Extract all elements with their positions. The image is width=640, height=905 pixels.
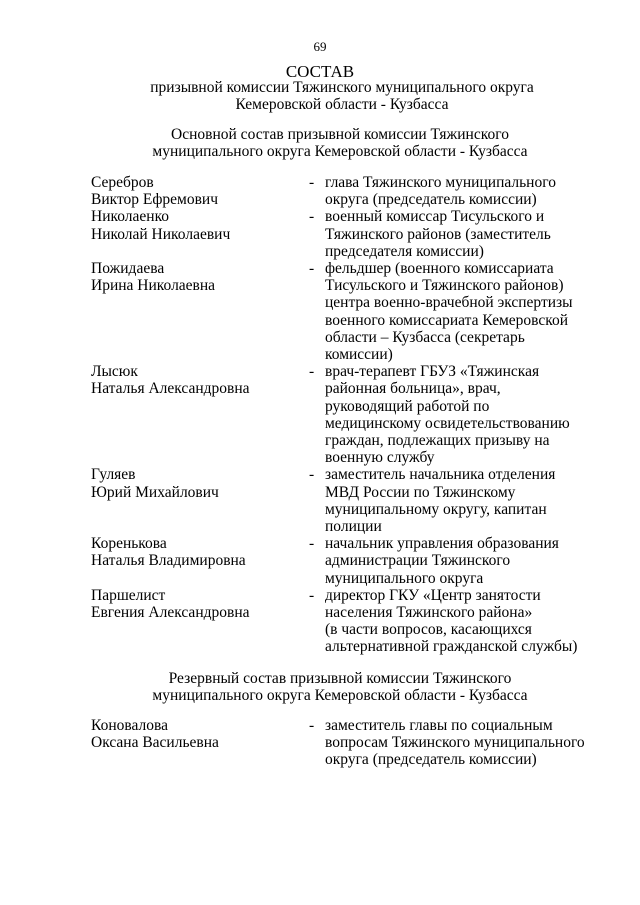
member-name xyxy=(91,587,309,656)
member-role-line: (в части вопросов, касающихся xyxy=(325,621,532,639)
member-entry xyxy=(91,466,591,535)
member-name xyxy=(91,208,309,260)
member-role-line: врач-терапевт ГБУЗ «Тяжинская xyxy=(325,363,540,381)
member-role-line: граждан, подлежащих призыву на xyxy=(325,432,550,450)
member-role-line: муниципальному округу, капитан xyxy=(325,500,547,518)
member-role-line: округа (председатель комиссии) xyxy=(325,191,537,209)
member-name-line: Ирина Николаевна xyxy=(91,277,216,295)
member-entry xyxy=(91,535,591,587)
member-name-line: Юрий Михайлович xyxy=(91,483,219,501)
subtitle-line: призывной комиссии Тяжинского муниципального округа xyxy=(150,79,534,96)
member-entry xyxy=(91,363,591,466)
heading-line: муниципального округа Кемеровской области - Кузбасса xyxy=(152,143,528,161)
member-dash: - xyxy=(309,535,315,553)
member-role-line: директор ГКУ «Центр занятости xyxy=(325,586,541,604)
main-section-heading xyxy=(0,126,640,160)
member-dash: - xyxy=(309,174,315,191)
member-role-line: заместитель главы по социальным xyxy=(325,717,553,734)
member-entry xyxy=(91,587,591,656)
main-members-list xyxy=(91,174,591,656)
member-name-line: Лысюк xyxy=(91,363,138,381)
member-dash: - xyxy=(309,586,315,604)
member-role-line: полиции xyxy=(325,518,382,536)
reserve-section-heading xyxy=(0,670,640,704)
member-name-line: Коновалова xyxy=(91,717,168,734)
member-role xyxy=(325,535,595,587)
member-dash: - xyxy=(309,363,315,381)
member-entry xyxy=(91,208,591,260)
member-dash: - xyxy=(309,260,315,278)
reserve-members-list xyxy=(91,717,591,769)
member-role-line: муниципального округа xyxy=(325,569,484,587)
member-entry xyxy=(91,174,591,208)
member-role-line: комиссии) xyxy=(325,346,393,364)
member-dash: - xyxy=(309,717,315,734)
member-name-line: Паршелист xyxy=(91,586,166,604)
page-number: 69 xyxy=(313,39,327,54)
member-name xyxy=(91,174,309,208)
member-name-line: Евгения Александровна xyxy=(91,604,250,622)
member-role-line: военную службу xyxy=(325,449,435,467)
member-name-line: Виктор Ефремович xyxy=(91,191,219,209)
member-role-line: фельдшер (военного комиссариата xyxy=(325,260,554,278)
member-role-line: медицинскому освидетельствованию xyxy=(325,414,570,432)
member-name xyxy=(91,260,309,363)
member-role-line: центра военно-врачебной экспертизы xyxy=(325,294,573,312)
member-role-line: военного комиссариата Кемеровской xyxy=(325,311,569,329)
member-name-line: Наталья Александровна xyxy=(91,380,250,398)
member-role-line: начальник управления образования xyxy=(325,535,559,553)
member-name-line: Николаенко xyxy=(91,208,170,226)
member-role-line: Тисульского и Тяжинского районов) xyxy=(325,277,564,295)
member-role-line: военный комиссар Тисульского и xyxy=(325,208,545,226)
member-role-line: населения Тяжинского района» xyxy=(325,604,533,622)
heading-line: Резервный состав призывной комиссии Тяжинского xyxy=(168,670,512,687)
member-role-line: МВД России по Тяжинскому xyxy=(325,483,516,501)
member-name xyxy=(91,535,309,587)
member-role xyxy=(325,717,595,769)
member-role-line: области – Кузбасса (секретарь xyxy=(325,328,525,346)
member-role xyxy=(325,174,595,208)
member-role-line: вопросам Тяжинского муниципального xyxy=(325,734,585,752)
member-role-line: округа (председатель комиссии) xyxy=(325,751,537,769)
member-role-line: председателя комиссии) xyxy=(325,242,484,260)
member-role xyxy=(325,466,595,535)
member-role xyxy=(325,260,595,363)
member-role-line: заместитель начальника отделения xyxy=(325,466,556,484)
member-name-line: Наталья Владимировна xyxy=(91,552,246,570)
member-entry xyxy=(91,260,591,363)
heading-line: муниципального округа Кемеровской области - Кузбасса xyxy=(152,687,528,705)
member-entry xyxy=(91,717,591,769)
member-name-line: Коренькова xyxy=(91,535,167,553)
document-title: СОСТАВ xyxy=(285,62,355,81)
heading-line: Основной состав призывной комиссии Тяжинского xyxy=(171,126,509,143)
member-name xyxy=(91,466,309,535)
member-dash: - xyxy=(309,466,315,484)
member-role-line: руководящий работой по xyxy=(325,397,490,415)
member-dash: - xyxy=(309,208,315,226)
member-name-line: Пожидаева xyxy=(91,260,165,278)
subtitle-line: Кемеровской области - Кузбасса xyxy=(235,96,449,114)
member-name-line: Гуляев xyxy=(91,466,136,484)
document-subtitle xyxy=(0,79,640,113)
member-name xyxy=(91,717,309,769)
member-role-line: альтернативной гражданской службы) xyxy=(325,638,578,656)
member-role xyxy=(325,363,595,466)
member-role-line: районная больница», врач, xyxy=(325,380,501,398)
member-name xyxy=(91,363,309,466)
member-name-line: Оксана Васильевна xyxy=(91,734,219,752)
member-role-line: глава Тяжинского муниципального xyxy=(325,174,556,191)
member-role xyxy=(325,208,595,260)
member-name-line: Николай Николаевич xyxy=(91,225,231,243)
member-role-line: Тяжинского районов (заместитель xyxy=(325,225,551,243)
member-name-line: Серебров xyxy=(91,174,154,191)
member-role xyxy=(325,587,595,656)
member-role-line: администрации Тяжинского xyxy=(325,552,511,570)
